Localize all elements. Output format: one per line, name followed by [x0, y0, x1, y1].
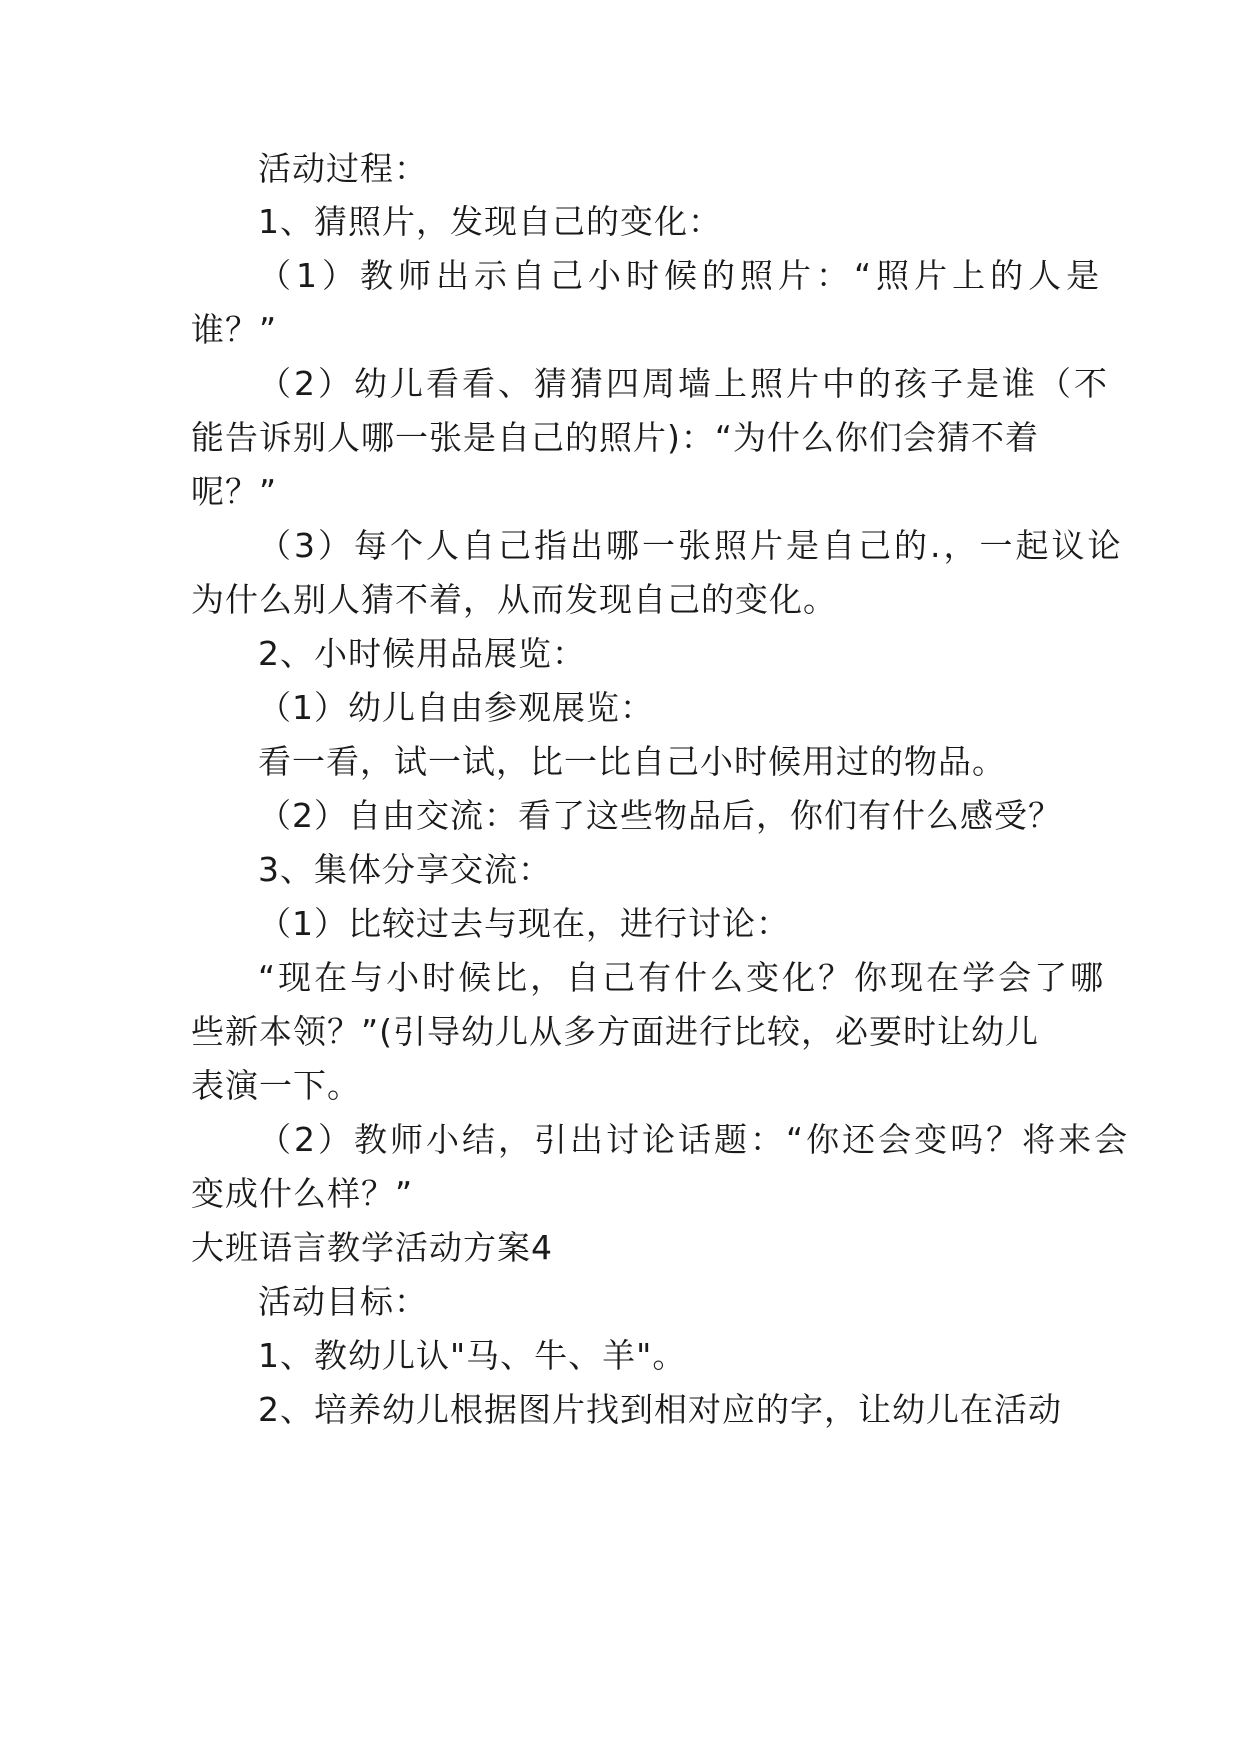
paragraph-line: 为什么别人猜不着，从而发现自己的变化。: [191, 580, 837, 619]
paragraph-line: （2）教师小结，引出讨论话题：“你还会变吗？将来会: [258, 1120, 1131, 1159]
paragraph-line: 3、集体分享交流：: [258, 850, 552, 889]
paragraph-line: 表演一下。: [191, 1066, 361, 1105]
paragraph-line: 1、教幼儿认"马、牛、羊"。: [258, 1336, 687, 1375]
paragraph-line: “现在与小时候比，自己有什么变化？你现在学会了哪: [258, 958, 1107, 997]
paragraph-line: 2、小时候用品展览：: [258, 634, 586, 673]
paragraph-line: （2）自由交流：看了这些物品后，你们有什么感受？: [258, 796, 1062, 835]
paragraph-line: （1）教师出示自己小时候的照片：“照片上的人是: [258, 256, 1105, 295]
paragraph-line: 呢？”: [191, 472, 278, 511]
paragraph-line: 1、猜照片，发现自己的变化：: [258, 202, 722, 241]
section-heading: 大班语言教学活动方案4: [191, 1228, 553, 1267]
paragraph-line: （2）幼儿看看、猜猜四周墙上照片中的孩子是谁（不: [258, 364, 1110, 403]
paragraph-line: 看一看，试一试，比一比自己小时候用过的物品。: [258, 742, 1006, 781]
paragraph-line: 变成什么样？”: [191, 1174, 414, 1213]
paragraph-line: 活动过程：: [258, 149, 428, 188]
paragraph-line: （3）每个人自己指出哪一张照片是自己的.，一起议论: [258, 526, 1124, 565]
paragraph-line: 活动目标：: [258, 1282, 428, 1321]
paragraph-line: 些新本领？”(引导幼儿从多方面进行比较，必要时让幼儿: [191, 1012, 1039, 1051]
paragraph-line: （1）比较过去与现在，进行讨论：: [258, 904, 790, 943]
paragraph-line: 谁？”: [191, 310, 278, 349]
paragraph-line: （1）幼儿自由参观展览：: [258, 688, 654, 727]
paragraph-line: 2、培养幼儿根据图片找到相对应的字，让幼儿在活动: [258, 1390, 1062, 1429]
paragraph-line: 能告诉别人哪一张是自己的照片)：“为什么你们会猜不着: [191, 418, 1039, 457]
